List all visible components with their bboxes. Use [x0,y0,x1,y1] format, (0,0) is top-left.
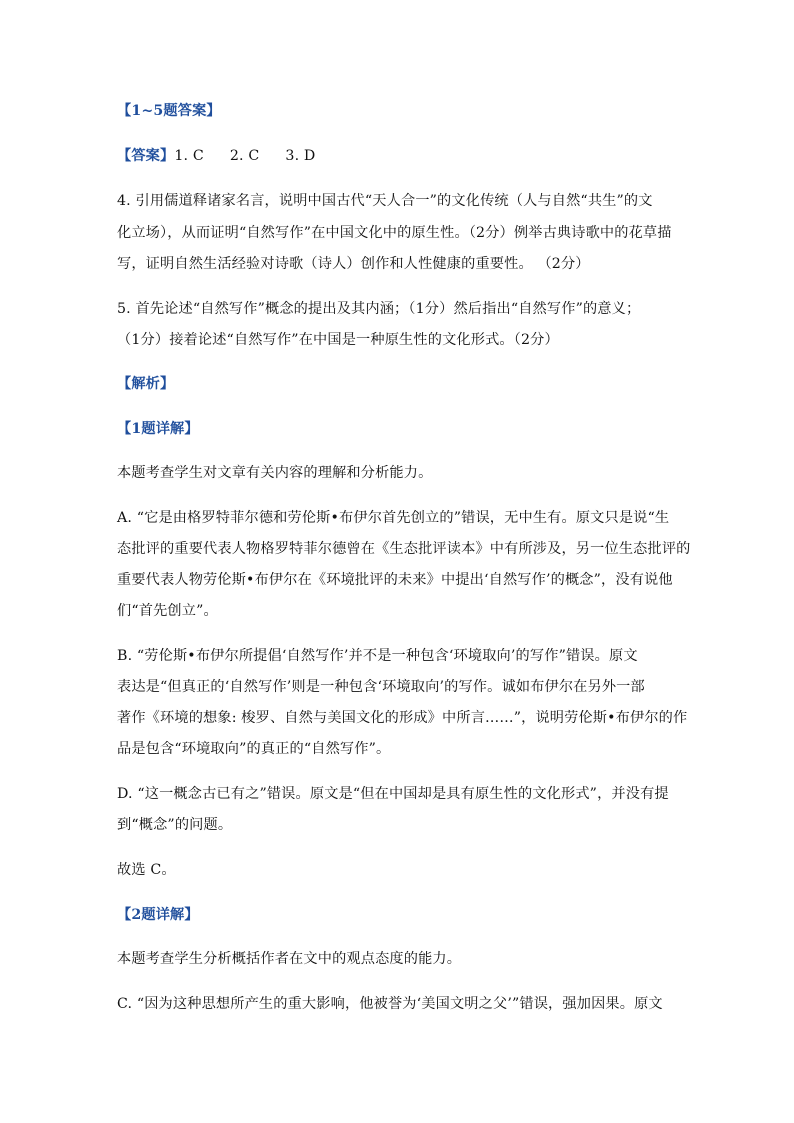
answers-header: 【1~5题答案】 [117,103,221,119]
answer4-line-2: 化立场），从而证明“自然写作”在中国文化中的原生性。（2分）例举古典诗歌中的花草描 [117,225,672,241]
answer5-line-1: 5. 首先论述“自然写作”概念的提出及其内涵；（1分）然后指出“自然写作”的意义； [117,301,641,317]
answer5-line-2: （1分）接着论述“自然写作”在中国是一种原生性的文化形式。（2分） [117,332,559,348]
q1-optionA-line-1: A. “它是由格罗特菲尔德和劳伦斯•布伊尔首先创立的”错误，无中生有。原文只是说“生 [117,510,670,526]
q1-optionA-line-3: 重要代表人物劳伦斯•布伊尔在《环境批评的未来》中提出‘自然写作’的概念”，没有说他 [117,572,673,588]
q2-intro: 本题考查学生分析概括作者在文中的观点态度的能力。 [117,951,462,967]
q1-optionD-line-1: D. “这一概念古已有之”错误。原文是“但在中国却是具有原生性的文化形式”，并没有提 [117,786,669,802]
q1-header: 【1题详解】 [117,421,199,437]
q1-optionB-line-3: 著作《环境的想象: 梭罗、自然与美国文化的形成》中所言……”，说明劳伦斯•布伊尔的作 [117,710,688,726]
q1-conclusion: 故选 C。 [117,862,176,878]
q1-optionD-line-2: 到“概念”的问题。 [117,817,233,833]
q1-optionA-line-2: 态批评的重要代表人物格罗特菲尔德曾在《生态批评读本》中有所涉及，另一位生态批评的 [117,541,691,557]
q1-optionB-line-4: 品是包含“环境取向”的真正的“自然写作”。 [117,741,391,757]
q1-optionB-line-1: B. “劳伦斯•布伊尔所提倡‘自然写作’并不是一种包含‘环境取向’的写作”错误。原文 [117,648,638,664]
q1-intro: 本题考查学生对文章有关内容的理解和分析能力。 [117,465,433,481]
answer-label: 【答案】 [117,148,175,164]
answer4-line-1: 4. 引用儒道释诸家名言，说明中国古代“天人合一”的文化传统（人与自然“共生”的文 [117,193,653,209]
answer4-line-3: 写，证明自然生活经验对诗歌（诗人）创作和人性健康的重要性。 （2分） [117,256,590,272]
q1-optionA-line-4: 们“首先创立”。 [117,603,218,619]
q2-header: 【2题详解】 [117,907,199,923]
answer-1: 1. C [174,148,204,164]
answer-3: 3. D [285,148,316,164]
q2-optionC-line-1: C. “因为这种思想所产生的重大影响，他被誉为‘美国文明之父’”错误，强加因果。原文 [117,996,663,1012]
answer-line [117,146,315,166]
analysis-header: 【解析】 [117,376,175,392]
answer-2: 2. C [229,148,260,164]
q1-optionB-line-2: 表达是“但真正的‘自然写作’则是一种包含‘环境取向’的写作。诚如布伊尔在另外一部 [117,679,645,695]
